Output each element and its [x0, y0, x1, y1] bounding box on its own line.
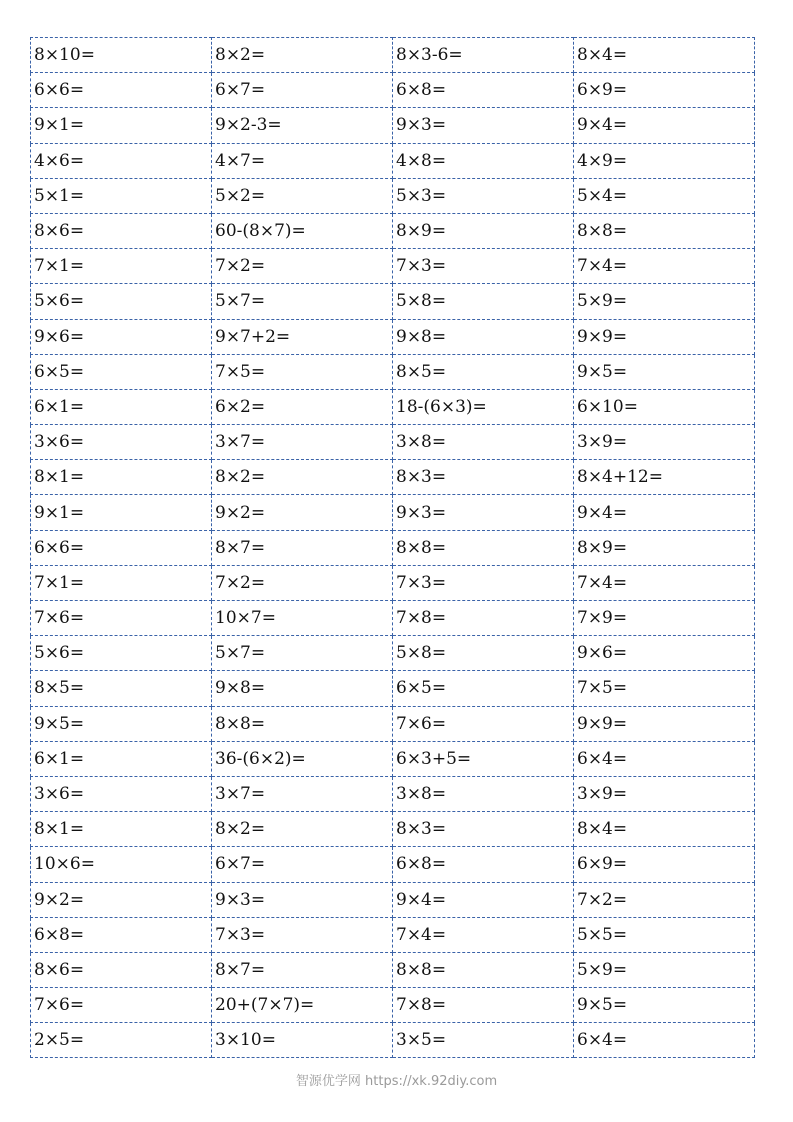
equation-cell: 3×5= — [393, 1023, 574, 1058]
equation-cell: 6×1= — [31, 741, 212, 776]
worksheet-row — [31, 706, 755, 741]
equation-cell: 10×7= — [212, 601, 393, 636]
equation-cell: 10×6= — [31, 847, 212, 882]
equation-cell: 3×10= — [212, 1023, 393, 1058]
equation-cell: 60-(8×7)= — [212, 213, 393, 248]
equation-cell: 6×3+5= — [393, 741, 574, 776]
equation-cell: 7×3= — [393, 565, 574, 600]
equation-cell: 7×8= — [393, 601, 574, 636]
equation-cell: 9×9= — [574, 319, 755, 354]
equation-cell: 3×9= — [574, 425, 755, 460]
equation-cell: 8×8= — [393, 530, 574, 565]
equation-cell: 5×9= — [574, 284, 755, 319]
equation-cell: 7×2= — [212, 565, 393, 600]
worksheet-row — [31, 354, 755, 389]
equation-cell: 36-(6×2)= — [212, 741, 393, 776]
equation-cell: 9×3= — [393, 495, 574, 530]
equation-cell: 5×8= — [393, 636, 574, 671]
worksheet-row — [31, 812, 755, 847]
equation-cell: 3×9= — [574, 776, 755, 811]
equation-cell: 9×2= — [31, 882, 212, 917]
equation-cell: 6×7= — [212, 73, 393, 108]
equation-cell: 8×4= — [574, 38, 755, 73]
worksheet-row — [31, 847, 755, 882]
worksheet-row — [31, 601, 755, 636]
equation-cell: 7×5= — [212, 354, 393, 389]
equation-cell: 7×2= — [212, 249, 393, 284]
worksheet-row — [31, 284, 755, 319]
equation-cell: 5×7= — [212, 284, 393, 319]
equation-cell: 4×7= — [212, 143, 393, 178]
equation-cell: 8×10= — [31, 38, 212, 73]
worksheet-row — [31, 1023, 755, 1058]
worksheet-row — [31, 741, 755, 776]
worksheet-row — [31, 249, 755, 284]
worksheet-row — [31, 319, 755, 354]
equation-cell: 9×9= — [574, 706, 755, 741]
equation-cell: 6×8= — [393, 73, 574, 108]
worksheet-row — [31, 776, 755, 811]
equation-cell: 6×9= — [574, 73, 755, 108]
equation-cell: 7×1= — [31, 249, 212, 284]
equation-cell: 6×2= — [212, 389, 393, 424]
equation-cell: 6×5= — [393, 671, 574, 706]
equation-cell: 18-(6×3)= — [393, 389, 574, 424]
worksheet-row — [31, 38, 755, 73]
worksheet-row — [31, 425, 755, 460]
equation-cell: 4×8= — [393, 143, 574, 178]
equation-cell: 9×4= — [393, 882, 574, 917]
equation-cell: 9×5= — [574, 988, 755, 1023]
equation-cell: 9×8= — [212, 671, 393, 706]
equation-cell: 3×6= — [31, 776, 212, 811]
worksheet-row — [31, 988, 755, 1023]
equation-cell: 7×6= — [31, 601, 212, 636]
equation-cell: 7×8= — [393, 988, 574, 1023]
equation-cell: 4×6= — [31, 143, 212, 178]
equation-cell: 9×1= — [31, 108, 212, 143]
worksheet-row — [31, 671, 755, 706]
worksheet-row — [31, 917, 755, 952]
worksheet-row — [31, 882, 755, 917]
equation-cell: 8×2= — [212, 812, 393, 847]
equation-cell: 3×6= — [31, 425, 212, 460]
equation-cell: 2×5= — [31, 1023, 212, 1058]
equation-cell: 4×9= — [574, 143, 755, 178]
equation-cell: 6×5= — [31, 354, 212, 389]
equation-cell: 9×4= — [574, 108, 755, 143]
equation-cell: 8×4= — [574, 812, 755, 847]
equation-cell: 5×1= — [31, 178, 212, 213]
equation-cell: 9×3= — [212, 882, 393, 917]
equation-cell: 9×4= — [574, 495, 755, 530]
equation-cell: 7×6= — [31, 988, 212, 1023]
equation-cell: 7×2= — [574, 882, 755, 917]
worksheet-row — [31, 565, 755, 600]
equation-cell: 8×6= — [31, 213, 212, 248]
equation-cell: 8×5= — [393, 354, 574, 389]
equation-cell: 5×3= — [393, 178, 574, 213]
equation-cell: 8×3= — [393, 460, 574, 495]
equation-cell: 6×7= — [212, 847, 393, 882]
equation-cell: 9×3= — [393, 108, 574, 143]
worksheet-row — [31, 143, 755, 178]
equation-cell: 6×6= — [31, 530, 212, 565]
equation-cell: 6×1= — [31, 389, 212, 424]
equation-cell: 8×1= — [31, 812, 212, 847]
equation-cell: 6×6= — [31, 73, 212, 108]
equation-cell: 9×5= — [31, 706, 212, 741]
equation-cell: 8×1= — [31, 460, 212, 495]
worksheet-row — [31, 495, 755, 530]
equation-cell: 9×2= — [212, 495, 393, 530]
worksheet-row — [31, 213, 755, 248]
equation-cell: 5×7= — [212, 636, 393, 671]
worksheet-row — [31, 460, 755, 495]
equation-cell: 5×8= — [393, 284, 574, 319]
equation-cell: 6×9= — [574, 847, 755, 882]
equation-cell: 6×10= — [574, 389, 755, 424]
equation-cell: 9×2-3= — [212, 108, 393, 143]
equation-cell: 7×4= — [574, 249, 755, 284]
equation-cell: 3×7= — [212, 776, 393, 811]
worksheet-body — [31, 38, 755, 1058]
equation-cell: 6×8= — [31, 917, 212, 952]
equation-cell: 6×4= — [574, 741, 755, 776]
equation-cell: 5×6= — [31, 636, 212, 671]
equation-cell: 7×9= — [574, 601, 755, 636]
equation-cell: 8×3-6= — [393, 38, 574, 73]
equation-cell: 6×8= — [393, 847, 574, 882]
equation-cell: 9×5= — [574, 354, 755, 389]
equation-cell: 7×3= — [393, 249, 574, 284]
multiplication-worksheet-table — [30, 37, 755, 1058]
equation-cell: 8×8= — [574, 213, 755, 248]
equation-cell: 3×8= — [393, 776, 574, 811]
equation-cell: 5×5= — [574, 917, 755, 952]
equation-cell: 7×6= — [393, 706, 574, 741]
worksheet-row — [31, 530, 755, 565]
equation-cell: 3×7= — [212, 425, 393, 460]
worksheet-row — [31, 178, 755, 213]
equation-cell: 8×2= — [212, 460, 393, 495]
equation-cell: 8×5= — [31, 671, 212, 706]
equation-cell: 8×7= — [212, 530, 393, 565]
worksheet-row — [31, 636, 755, 671]
equation-cell: 7×1= — [31, 565, 212, 600]
equation-cell: 7×3= — [212, 917, 393, 952]
equation-cell: 8×9= — [574, 530, 755, 565]
equation-cell: 9×8= — [393, 319, 574, 354]
equation-cell: 9×6= — [574, 636, 755, 671]
equation-cell: 9×6= — [31, 319, 212, 354]
watermark-text: 智源优学网 https://xk.92diy.com — [295, 1074, 498, 1089]
equation-cell: 8×8= — [393, 952, 574, 987]
equation-cell: 8×2= — [212, 38, 393, 73]
equation-cell: 8×8= — [212, 706, 393, 741]
equation-cell: 7×4= — [393, 917, 574, 952]
equation-cell: 5×4= — [574, 178, 755, 213]
equation-cell: 3×8= — [393, 425, 574, 460]
equation-cell: 8×3= — [393, 812, 574, 847]
worksheet-row — [31, 73, 755, 108]
equation-cell: 8×6= — [31, 952, 212, 987]
equation-cell: 8×7= — [212, 952, 393, 987]
equation-cell: 9×7+2= — [212, 319, 393, 354]
worksheet-row — [31, 389, 755, 424]
equation-cell: 8×4+12= — [574, 460, 755, 495]
equation-cell: 5×2= — [212, 178, 393, 213]
equation-cell: 7×5= — [574, 671, 755, 706]
equation-cell: 20+(7×7)= — [212, 988, 393, 1023]
equation-cell: 7×4= — [574, 565, 755, 600]
worksheet-row — [31, 952, 755, 987]
equation-cell: 5×9= — [574, 952, 755, 987]
equation-cell: 5×6= — [31, 284, 212, 319]
equation-cell: 8×9= — [393, 213, 574, 248]
equation-cell: 9×1= — [31, 495, 212, 530]
equation-cell: 6×4= — [574, 1023, 755, 1058]
worksheet-row — [31, 108, 755, 143]
